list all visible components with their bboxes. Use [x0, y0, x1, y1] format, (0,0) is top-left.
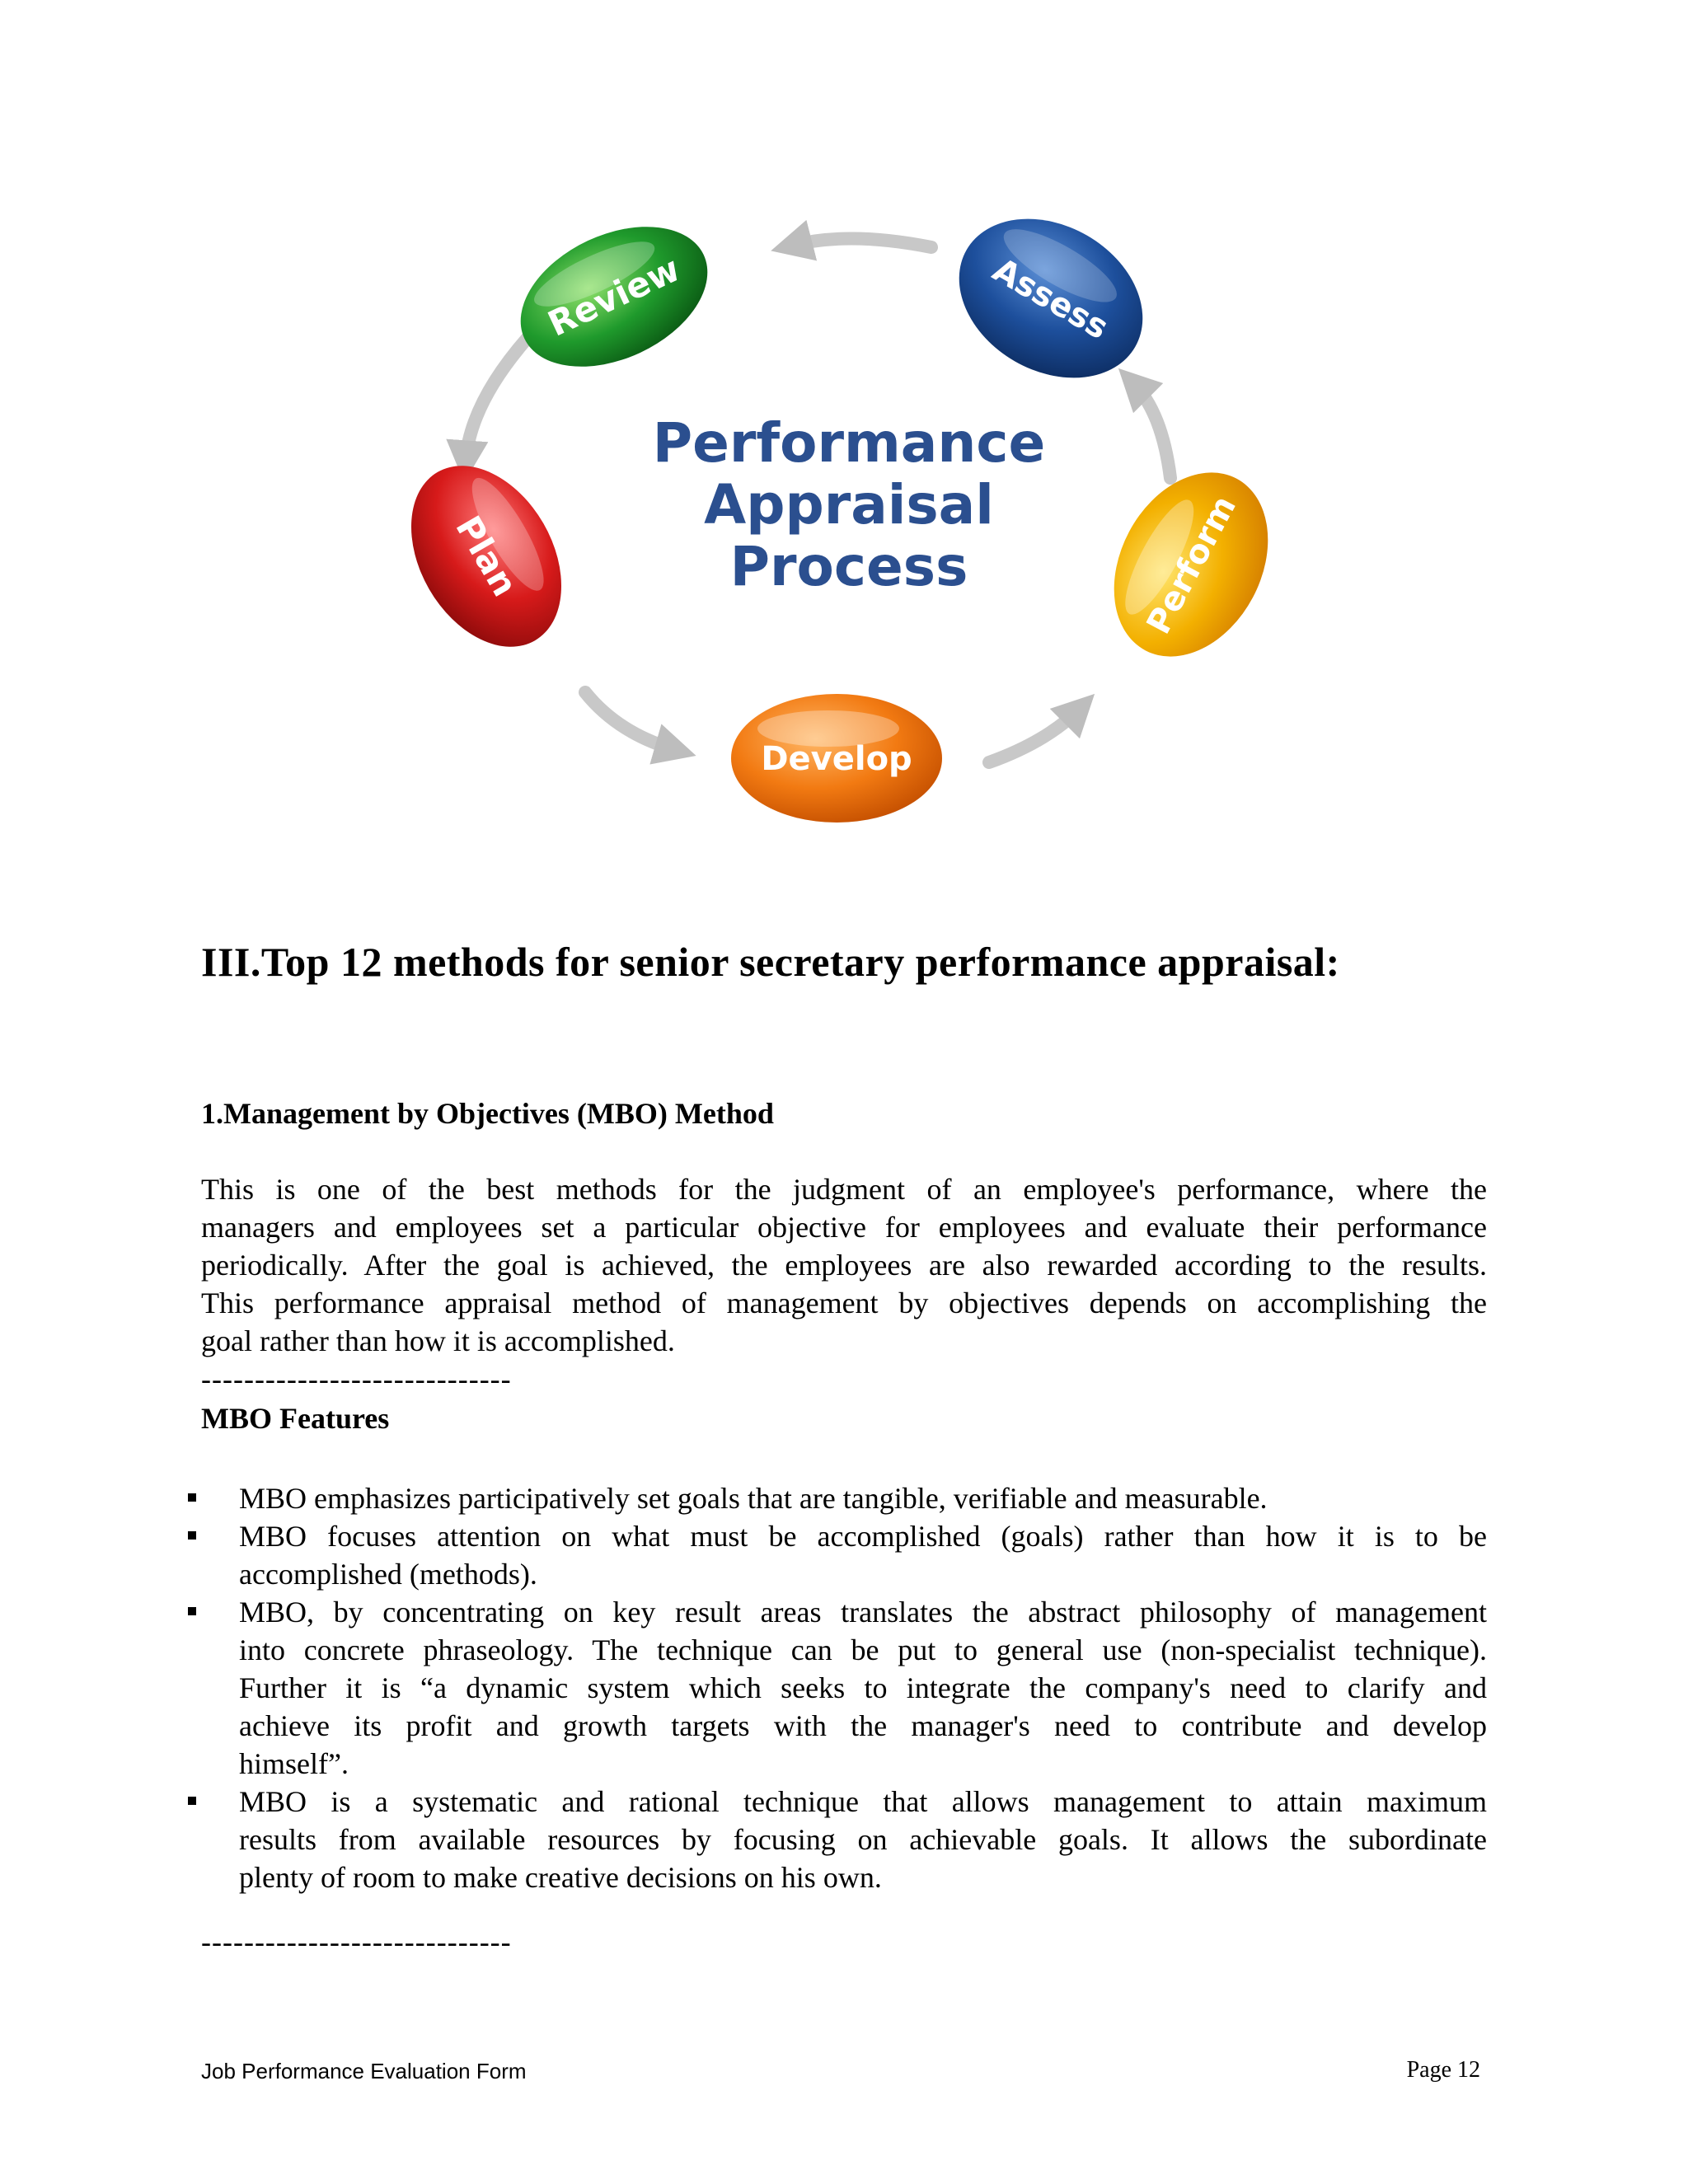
step-perform-label: Perform — [1139, 490, 1245, 640]
step-assess-label: Assess — [986, 251, 1115, 348]
method-heading: 1.Management by Objectives (MBO) Method — [201, 1097, 774, 1130]
arrow-perform-to-assess — [1133, 383, 1170, 478]
list-item — [201, 1783, 1487, 1896]
list-item-line: plenty of room to make creative decisions on his own. — [239, 1861, 882, 1894]
features-heading: MBO Features — [201, 1402, 390, 1435]
intro-line: periodically. After the goal is achieved, the employees are also rewarded according to the results. — [201, 1249, 1487, 1282]
intro-line: managers and employees set a particular objective for employees and evaluate their performance — [201, 1211, 1487, 1244]
list-item-line: himself”. — [239, 1747, 349, 1780]
square-bullet-icon — [188, 1531, 196, 1540]
list-item-line: MBO focuses attention on what must be accomplished (goals) rather than how it is to be — [239, 1520, 1487, 1553]
intro-line: goal rather than how it is accomplished. — [201, 1324, 675, 1357]
list-item-line: MBO is a systematic and rational technique that allows management to attain maximum — [239, 1785, 1487, 1818]
intro-line: This performance appraisal method of management by objectives depends on accomplishing the — [201, 1286, 1487, 1319]
list-item — [201, 1593, 1487, 1783]
list-item — [201, 1479, 1487, 1517]
list-item-line: into concrete phraseology. The technique can be put to general use (non-specialist technique). — [239, 1633, 1487, 1666]
list-item-line: results from available resources by focusing on achievable goals. It allows the subordinate — [239, 1823, 1487, 1856]
step-perform — [1084, 446, 1294, 683]
step-review — [499, 206, 730, 395]
diagram-title-line-1: Performance — [652, 411, 1046, 475]
divider: ----------------------------- — [201, 1362, 512, 1395]
performance-appraisal-cycle-diagram — [404, 206, 1294, 841]
divider: ----------------------------- — [201, 1925, 512, 1958]
intro-line: This is one of the best methods for the judgment of an employee's performance, where the — [201, 1173, 1487, 1206]
section-heading: III.Top 12 methods for senior secretary performance appraisal: — [201, 939, 1340, 985]
step-plan-label: Plan — [448, 509, 526, 603]
arrow-plan-to-develop — [585, 692, 676, 750]
step-plan — [404, 439, 592, 673]
step-review-label: Review — [542, 248, 687, 344]
list-item-line: achieve its profit and growth targets with the manager's need to contribute and develop — [239, 1709, 1487, 1742]
diagram-title-line-3: Process — [729, 535, 968, 598]
list-item-line: MBO, by concentrating on key result areas translates the abstract philosophy of management — [239, 1596, 1487, 1629]
features-list — [201, 1479, 1487, 1896]
step-develop-label: Develop — [761, 740, 912, 778]
arrow-assess-to-review — [791, 238, 931, 247]
list-item-line: MBO emphasizes participatively set goals that are tangible, verifiable and measurable. — [239, 1482, 1268, 1515]
square-bullet-icon — [188, 1493, 196, 1502]
list-item — [201, 1517, 1487, 1593]
footer-title: Job Performance Evaluation Form — [201, 2059, 527, 2083]
arrow-develop-to-perform — [989, 709, 1080, 762]
page-number: Page 12 — [1406, 2057, 1480, 2083]
diagram-title-line-2: Appraisal — [704, 473, 994, 537]
square-bullet-icon — [188, 1797, 196, 1805]
list-item-line: Further it is “a dynamic system which seeks to integrate the company's need to clarify and — [239, 1671, 1487, 1704]
step-develop — [731, 694, 942, 823]
arrow-review-to-plan — [466, 338, 528, 462]
square-bullet-icon — [188, 1607, 196, 1615]
intro-paragraph — [201, 1170, 1487, 1360]
list-item-line: accomplished (methods). — [239, 1558, 537, 1591]
